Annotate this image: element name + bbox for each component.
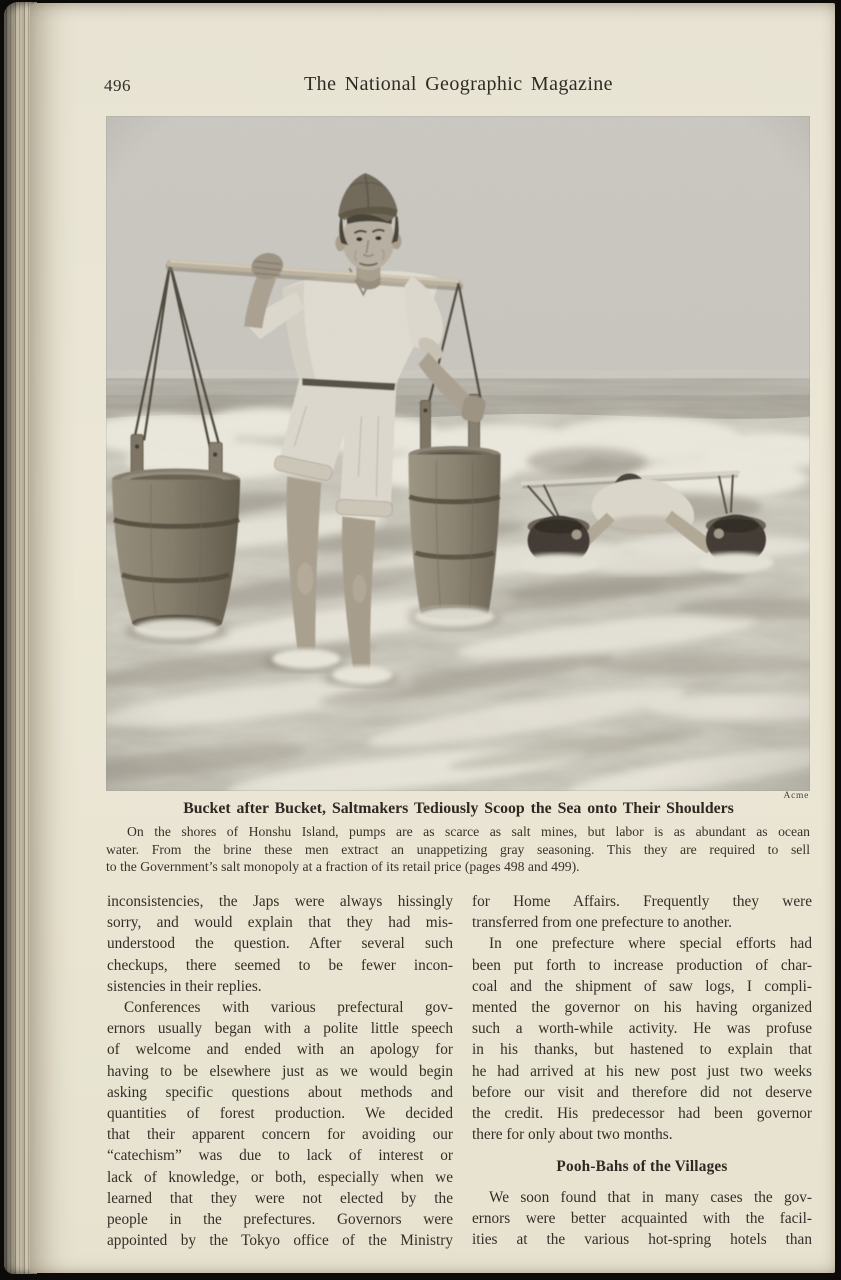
text-line: We soon found that in many cases the gov- bbox=[489, 1188, 812, 1206]
saltmakers-photograph bbox=[106, 116, 810, 791]
text-line: in his thanks, but hastened to explain that bbox=[472, 1041, 812, 1059]
body-column-right bbox=[472, 891, 812, 1251]
text-line: of welcome and ended with an apology for bbox=[107, 1041, 453, 1059]
text-line: asking specific questions about methods and bbox=[107, 1083, 453, 1101]
text-line: inconsistencies, the Japs were always hissingly bbox=[107, 893, 453, 910]
text-line: sistencies in their replies. bbox=[107, 977, 262, 995]
text-line: water. From the brine these men extract an unappetizing gray seasoning. This they are required to sell bbox=[106, 841, 810, 857]
text-line: for Home Affairs. Frequently they were bbox=[472, 893, 812, 910]
right-column-paragraphs-2 bbox=[472, 1187, 812, 1251]
body-text bbox=[107, 891, 812, 1251]
text-line: coal and the shipment of saw logs, I compli- bbox=[472, 977, 812, 995]
text-line: been put forth to increase production of char- bbox=[472, 956, 812, 974]
text-line: the credit. His predecessor had been governor bbox=[472, 1105, 812, 1123]
text-line: transferred from one prefecture to another. bbox=[472, 914, 732, 932]
right-column-paragraphs bbox=[472, 891, 812, 1145]
text-line: there for only about two months. bbox=[472, 1126, 673, 1144]
photo-credit: Acme bbox=[783, 791, 809, 801]
saltmakers-photo-art bbox=[106, 116, 810, 791]
text-line: having to be elsewhere just as we would begin bbox=[107, 1062, 453, 1080]
text-line: ities at the various hot-spring hotels than bbox=[472, 1231, 812, 1249]
section-heading: Pooh-Bahs of the Villages bbox=[556, 1158, 728, 1176]
text-line: quantities of forest production. We decided bbox=[107, 1105, 453, 1123]
text-line: ernors were better acquainted with the facil- bbox=[472, 1209, 812, 1227]
text-line: he had arrived at his new post just two weeks bbox=[472, 1062, 812, 1080]
text-line: On the shores of Honshu Island, pumps are as scarce as salt mines, but labor is as abundant as ocean bbox=[127, 824, 810, 839]
page-title: The National Geographic Magazine bbox=[304, 73, 613, 95]
text-line: understood the question. After several such bbox=[107, 935, 453, 953]
text-line: In one prefecture where special efforts had bbox=[489, 935, 812, 953]
text-line: before our visit and therefore did not deserve bbox=[472, 1083, 812, 1101]
text-line: to the Government’s salt monopoly at a fraction of its retail price (pages 498 and 499). bbox=[106, 859, 580, 875]
photo-grain bbox=[106, 116, 810, 791]
body-column-left bbox=[107, 891, 453, 1251]
text-line: appointed by the Tokyo office of the Ministry bbox=[107, 1232, 453, 1250]
text-line: sorry, and would explain that they had mis- bbox=[107, 914, 453, 932]
page-number: 496 bbox=[104, 76, 131, 95]
text-line: “catechism” was due to lack of interest or bbox=[107, 1147, 453, 1165]
text-line: such a worth-while activity. He was profuse bbox=[472, 1020, 812, 1038]
text-line: that their apparent concern for avoiding our bbox=[107, 1126, 453, 1144]
text-line: checkups, there seemed to be fewer incon- bbox=[107, 956, 453, 974]
text-line: lack of knowledge, or both, especially when we bbox=[107, 1168, 453, 1186]
text-line: learned that they were not elected by the bbox=[107, 1189, 453, 1207]
caption-text bbox=[106, 823, 810, 876]
text-line: people in the prefectures. Governors were bbox=[107, 1211, 453, 1229]
caption-title: Bucket after Bucket, Saltmakers Tediously Scoop the Sea onto Their Shoulders bbox=[183, 800, 734, 817]
text-line: ernors usually began with a polite little speech bbox=[107, 1020, 453, 1038]
text-line: Conferences with various prefectural gov- bbox=[124, 999, 453, 1017]
text-line: mented the governor on his having organized bbox=[472, 999, 812, 1017]
